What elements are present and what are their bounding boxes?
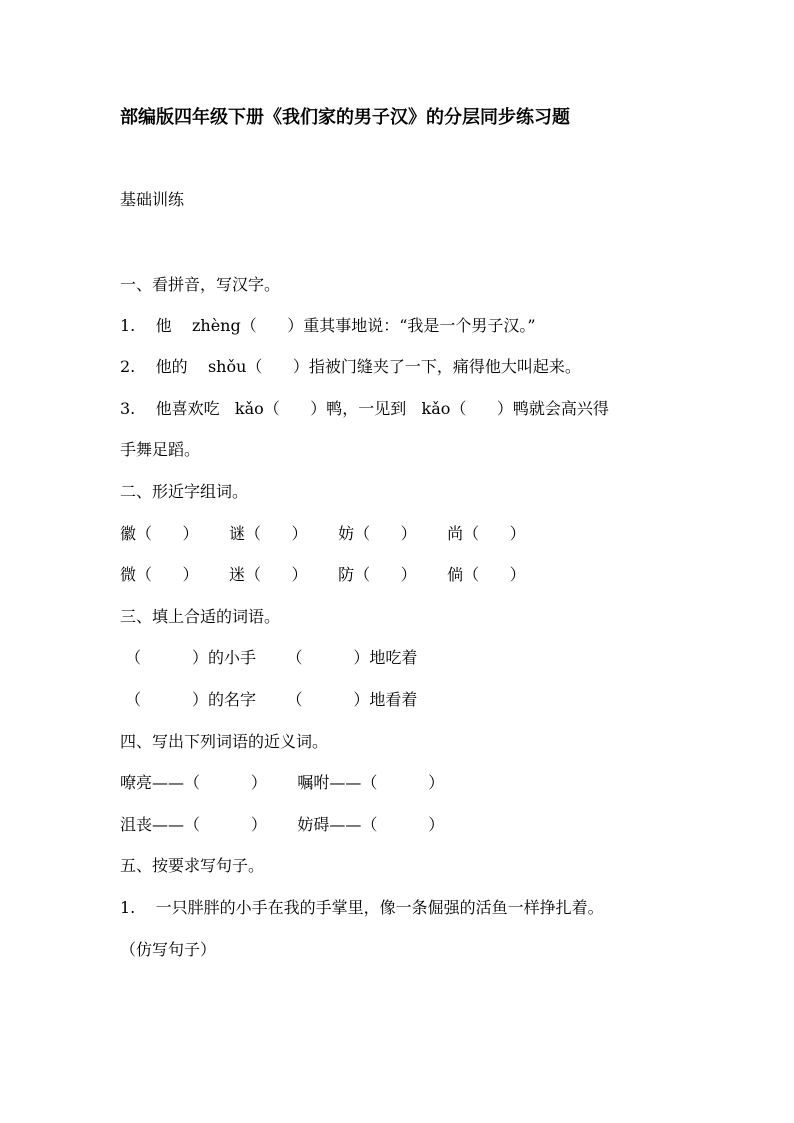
section3-row-1: （ ）的小手 （ ）地吃着 xyxy=(120,648,418,667)
section1-heading: 一、看拼音，写汉字。 xyxy=(120,275,281,294)
section2-row-1: 徽（ ） 谜（ ） 妨（ ） 尚（ ） xyxy=(120,524,526,543)
section3-heading: 三、填上合适的词语。 xyxy=(120,607,281,626)
section5-item-1-instruction: （仿写句子） xyxy=(120,940,217,959)
section4-row-1: 嘹亮——（ ） 嘱咐——（ ） xyxy=(120,773,445,792)
section2-heading: 二、形近字组词。 xyxy=(120,482,249,501)
section1-item-2: 2. 他的 shǒu（ ）指被门缝夹了一下，痛得他大叫起来。 xyxy=(120,357,581,376)
section4-row-2: 沮丧——（ ） 妨碍——（ ） xyxy=(120,815,445,834)
page-title: 部编版四年级下册《我们家的男子汉》的分层同步练习题 xyxy=(120,107,570,128)
section1-item-1: 1. 他 zhèng（ ）重其事地说：“我是一个男子汉。” xyxy=(120,316,536,335)
section1-item-3: 3. 他喜欢吃 kǎo（ ）鸭，一见到 kǎo（ ）鸭就会高兴得 xyxy=(120,399,609,418)
section4-heading: 四、写出下列词语的近义词。 xyxy=(120,732,329,751)
section-label-basic-training: 基础训练 xyxy=(120,190,185,209)
section2-row-2: 微（ ） 迷（ ） 防（ ） 倘（ ） xyxy=(120,565,526,584)
section5-item-1: 1. 一只胖胖的小手在我的手掌里，像一条倔强的活鱼一样挣扎着。 xyxy=(120,898,604,917)
section1-item-3-continued: 手舞足蹈。 xyxy=(120,440,201,459)
section3-row-2: （ ）的名字 （ ）地看着 xyxy=(120,690,418,709)
section5-heading: 五、按要求写句子。 xyxy=(120,856,265,875)
